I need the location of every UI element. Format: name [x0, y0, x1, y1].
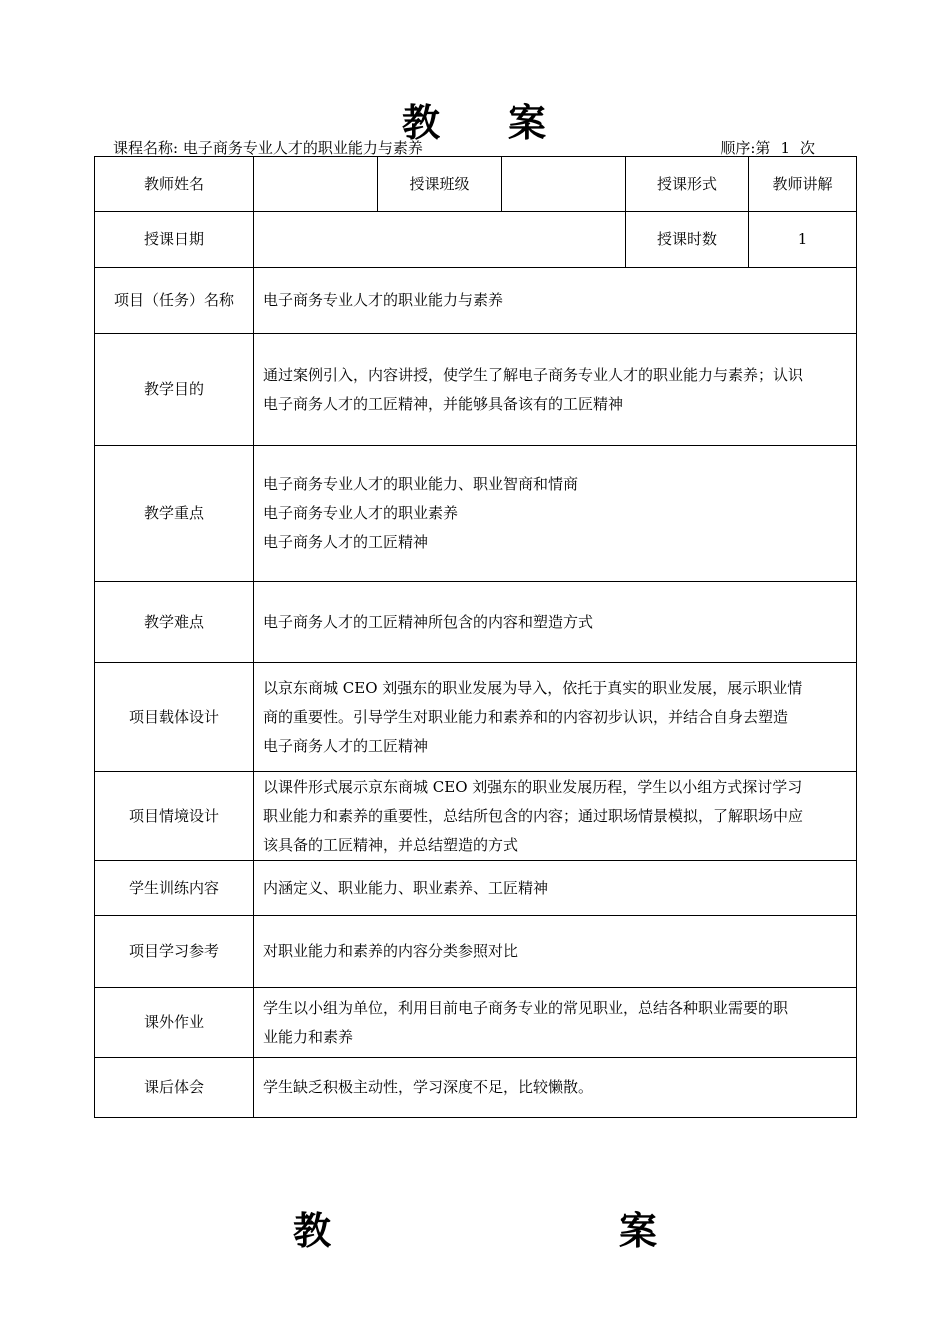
content-line: 对职业能力和素养的内容分类参照对比: [263, 942, 519, 960]
row-content: [254, 772, 857, 861]
format-label: 授课形式: [626, 157, 749, 212]
row-label: 教学目的: [95, 334, 254, 446]
content-line: 业能力和素养: [263, 1027, 354, 1046]
table-row: [95, 334, 857, 446]
class-label: 授课班级: [378, 157, 502, 212]
content-line: 职业能力和素养的重要性，总结所包含的内容；通过职场情景模拟，了解职场中应: [263, 806, 804, 825]
content-line: 内涵定义、职业能力、职业素养、工匠精神: [263, 878, 549, 897]
row-label: 课外作业: [95, 988, 254, 1058]
teacher-name-label: 教师姓名: [95, 157, 254, 212]
content-line: 电子商务人才的工匠精神: [263, 533, 429, 551]
row-label: 项目情境设计: [95, 772, 254, 861]
row-content: [254, 663, 857, 772]
hours-value: 1: [749, 212, 857, 268]
row-content: [254, 268, 857, 334]
table-row: [95, 157, 857, 212]
table-row: [95, 446, 857, 582]
row-content: [254, 988, 857, 1058]
content-line: 以课件形式展示京东商城 CEO 刘强东的职业发展历程，学生以小组方式探讨学习: [263, 777, 803, 796]
row-label: 项目学习参考: [95, 916, 254, 988]
table-row: [95, 663, 857, 772]
table-row: [95, 212, 857, 268]
row-label: 学生训练内容: [95, 861, 254, 916]
next-page-title: [0, 1200, 950, 1253]
title-char-1: 教: [401, 101, 442, 145]
content-line: 通过案例引入，内容讲授，使学生了解电子商务专业人才的职业能力与素养；认识: [263, 365, 804, 384]
order-prefix: 顺序:第: [720, 139, 771, 157]
table-row: [95, 861, 857, 916]
order-suffix: 次: [799, 139, 815, 157]
row-label: 项目载体设计: [95, 663, 254, 772]
date-label: 授课日期: [95, 212, 254, 268]
title-char-1: 教: [293, 1209, 332, 1253]
row-content: [254, 334, 857, 446]
teacher-name-value: [254, 157, 378, 212]
table-row: [95, 916, 857, 988]
course-name: 课程名称: 电子商务专业人才的职业能力与素养: [113, 139, 423, 157]
table-row: [95, 988, 857, 1058]
row-content: [254, 1058, 857, 1118]
format-value: 教师讲解: [749, 157, 857, 212]
lesson-plan-table: [94, 156, 857, 1118]
row-label: 项目（任务）名称: [95, 268, 254, 334]
content-line: 商的重要性。引导学生对职业能力和素养和的内容初步认识，并结合自身去塑造: [263, 707, 789, 726]
row-content: [254, 446, 857, 582]
hours-label: 授课时数: [626, 212, 749, 268]
row-content: [254, 861, 857, 916]
content-line: 电子商务专业人才的职业素养: [263, 504, 459, 522]
row-label: 教学难点: [95, 582, 254, 663]
content-line: 以京东商城 CEO 刘强东的职业发展为导入，依托于真实的职业发展，展示职业情: [263, 678, 803, 697]
row-label: 教学重点: [95, 446, 254, 582]
title-char-2: 案: [619, 1209, 658, 1253]
content-line: 电子商务人才的工匠精神，并能够具备该有的工匠精神: [263, 394, 624, 413]
table-row: [95, 582, 857, 663]
row-content: [254, 916, 857, 988]
content-line: 电子商务专业人才的职业能力与素养: [263, 291, 504, 309]
row-content: [254, 582, 857, 663]
class-value: [502, 157, 626, 212]
table-row: [95, 772, 857, 861]
content-line: 该具备的工匠精神，并总结塑造的方式: [263, 835, 519, 854]
content-line: 学生以小组为单位，利用目前电子商务专业的常见职业，总结各种职业需要的职: [263, 998, 789, 1017]
content-line: 学生缺乏积极主动性，学习深度不足，比较懒散。: [263, 1078, 594, 1096]
row-label: 课后体会: [95, 1058, 254, 1118]
title-char-2: 案: [508, 101, 549, 145]
content-line: 电子商务专业人才的职业能力、职业智商和情商: [263, 475, 579, 493]
date-value: [254, 212, 626, 268]
table-row: [95, 268, 857, 334]
content-line: 电子商务人才的工匠精神: [263, 736, 429, 755]
content-line: 电子商务人才的工匠精神所包含的内容和塑造方式: [263, 612, 594, 631]
order-number: 1: [780, 139, 790, 157]
table-row: [95, 1058, 857, 1118]
